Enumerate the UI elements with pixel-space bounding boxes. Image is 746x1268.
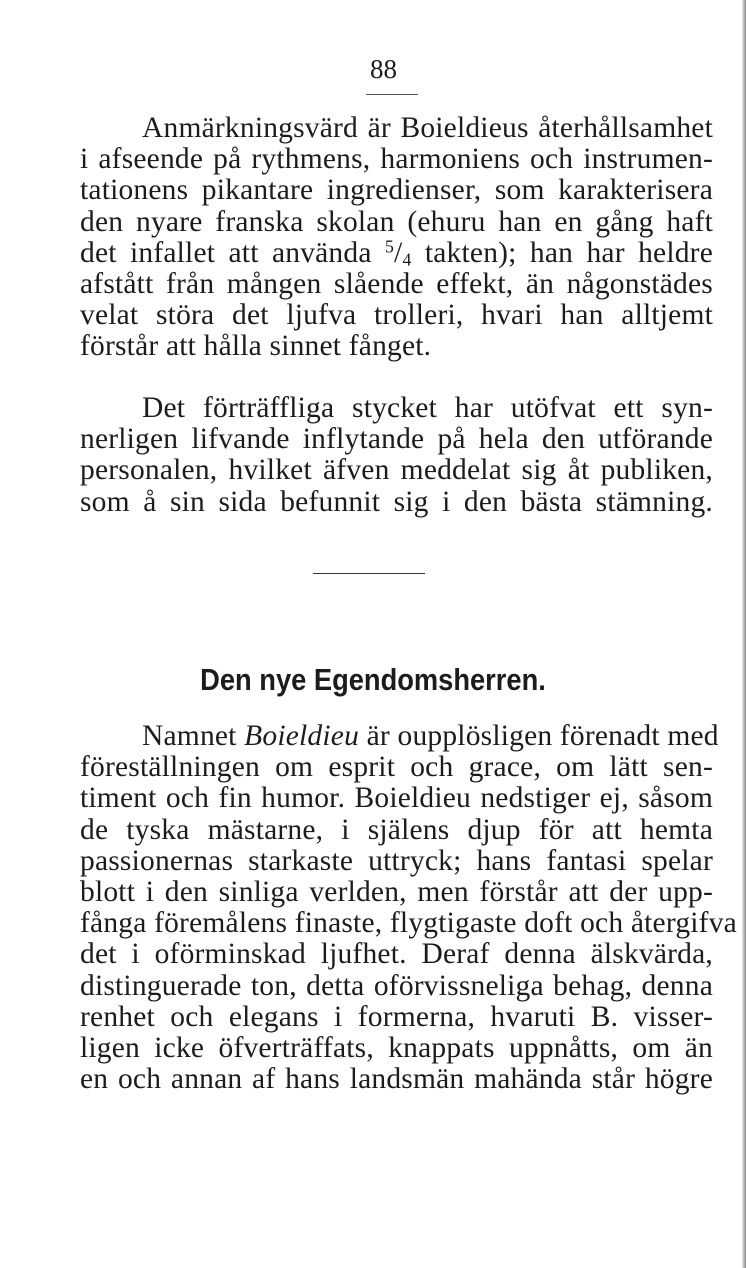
text-line: ligen icke öfverträffats, knappats uppnåtts, om än [80, 1032, 713, 1065]
text-segment: takten); han har heldre [424, 236, 714, 269]
text-segment: är oupplösligen förenadt med [366, 720, 719, 752]
text-line: fånga föremålens finaste, flygtigaste doft och återgifva [80, 907, 737, 940]
page-number: 88 [370, 54, 397, 84]
fraction-denominator: 4 [402, 249, 412, 270]
paragraph-2 [80, 393, 713, 518]
text-line: förstår att hålla sinnet fånget. [80, 330, 432, 363]
text-line-with-fraction [80, 238, 713, 269]
text-line: de tyska mästarne, i själens djup för att hemta [80, 813, 713, 846]
text-line: blott i den sinliga verlden, men förstår att der upp- [80, 876, 713, 909]
fraction-slash: / [394, 236, 403, 269]
text-line: nerligen lifvande inflytande på hela den utförande [80, 423, 713, 456]
text-line: i afseende på rythmens, harmoniens och instrumen- [80, 143, 713, 176]
text-line: som å sin sida befunnit sig i den bästa stämning. [80, 485, 713, 518]
text-line: afstått från mången slående effekt, än någonstädes [80, 268, 713, 301]
text-line: föreställningen om esprit och grace, om lätt sen- [80, 751, 713, 784]
fraction-five-quarters [385, 237, 412, 269]
paragraph-1 [80, 113, 713, 363]
text-line: tationens pikantare ingredienser, som karakterisera [80, 174, 713, 207]
text-line: det i oförminskad ljufhet. Deraf denna älskvärda, [80, 938, 713, 971]
text-line: en och annan af hans landsmän mahända står högre [80, 1063, 713, 1096]
page-edge-shadow [742, 0, 746, 1268]
page-number-rule [366, 94, 418, 95]
text-line: renhet och elegans i formerna, hvaruti B. visser- [80, 1000, 713, 1033]
text-line: timent och fin humor. Boieldieu nedstiger ej, såsom [80, 782, 713, 815]
text-line: distinguerade ton, detta oförvissneliga behag, denna [80, 969, 713, 1002]
text-line: Det förträffliga stycket har utöfvat ett syn- [142, 392, 713, 424]
composer-name-italic: Boieldieu [244, 720, 360, 752]
section-divider [313, 573, 425, 574]
first-word: Namnet [142, 720, 237, 752]
section-heading: Den nye Egendomsherren. [200, 662, 546, 697]
text-segment: det infallet att använda [80, 236, 372, 269]
text-line-first [80, 720, 719, 752]
text-line: den nyare franska skolan (ehuru han en gång haft [80, 205, 713, 238]
fraction-numerator: 5 [385, 236, 395, 257]
text-line: Anmärkningsvärd är Boieldieus återhållsamhet [142, 112, 713, 144]
text-line: personalen, hvilket äfven meddelat sig åt publiken, [80, 454, 713, 487]
text-line: passionernas starkaste uttryck; hans fantasi spelar [80, 844, 713, 877]
text-line: velat störa det ljufva trolleri, hvari han alltjemt [80, 299, 713, 332]
paragraph-3 [80, 720, 737, 1096]
